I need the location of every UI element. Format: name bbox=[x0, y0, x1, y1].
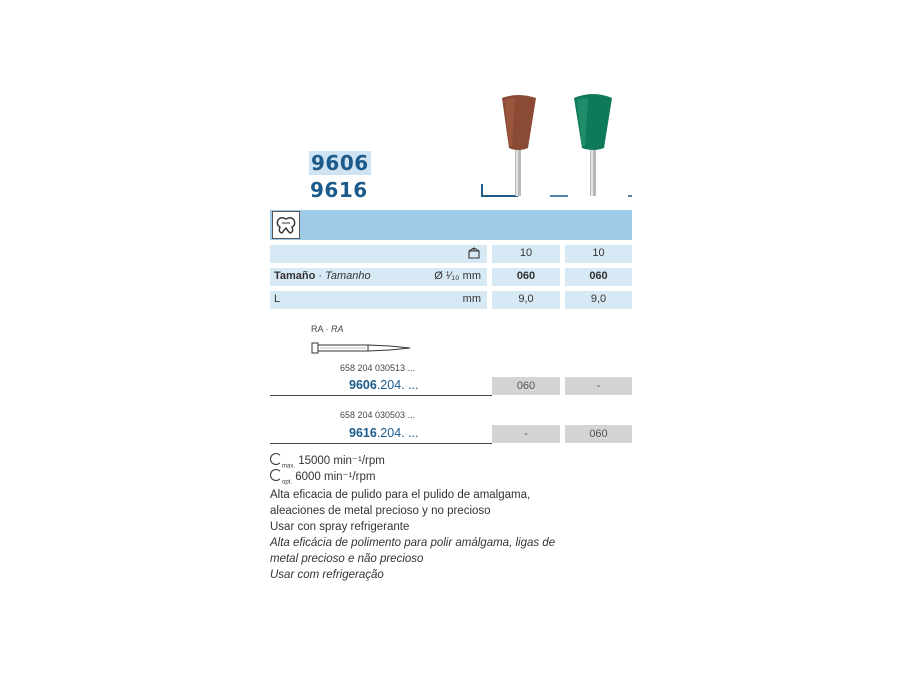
size-unit: Ø ¹⁄₁₀ mm bbox=[434, 270, 481, 282]
package-row-label bbox=[270, 245, 487, 263]
size-9606: 060 bbox=[492, 268, 560, 286]
description-es-3: Usar con spray refrigerante bbox=[270, 521, 410, 533]
rotation-icon bbox=[270, 453, 282, 465]
size-label-separator: · bbox=[315, 270, 326, 282]
length-9606: 9,0 bbox=[492, 291, 560, 309]
order-9616-col2: 060 bbox=[565, 425, 632, 443]
length-label: L bbox=[274, 293, 281, 305]
ref-number-9606: 658 204 030513 ... bbox=[340, 363, 416, 373]
order-code-9606: 9606.204. ... bbox=[349, 378, 419, 392]
description-es-1: Alta eficacia de pulido para el pulido de amalgama, bbox=[270, 489, 531, 501]
length-unit: mm bbox=[462, 293, 481, 305]
description-pt-1: Alta eficácia de polimento para polir amálgama, ligas de bbox=[270, 537, 556, 549]
brown-polisher-image bbox=[502, 95, 536, 196]
length-9616: 9,0 bbox=[565, 291, 632, 309]
rpm-max-line: $_{max.}$ 15000 min⁻¹/rpm bbox=[270, 453, 385, 474]
description-pt-3: Usar com refrigeração bbox=[270, 569, 384, 581]
product-code-9616: 9616 bbox=[310, 178, 368, 202]
description-es-2: aleaciones de metal precioso y no precioso bbox=[270, 505, 491, 517]
order-9606-col2: - bbox=[565, 377, 632, 395]
product-images bbox=[478, 88, 638, 200]
application-band bbox=[270, 210, 632, 240]
order-9606-col1: 060 bbox=[492, 377, 560, 395]
order-rule-1 bbox=[270, 395, 492, 396]
package-icon bbox=[467, 247, 481, 263]
size-9616: 060 bbox=[565, 268, 632, 286]
size-label: Tamaño bbox=[274, 270, 316, 282]
ra-shank-image bbox=[310, 338, 420, 358]
length-row-label bbox=[270, 291, 487, 309]
order-9616-col1: - bbox=[492, 425, 560, 443]
green-polisher-image bbox=[574, 94, 612, 196]
tooth-icon bbox=[272, 211, 300, 239]
size-row-label bbox=[270, 268, 487, 286]
ref-number-9616: 658 204 030503 ... bbox=[340, 410, 416, 420]
order-rule-2 bbox=[270, 443, 492, 444]
rotation-icon bbox=[270, 469, 282, 481]
rpm-opt-line: $_{opt.}$ 6000 min⁻¹/rpm bbox=[270, 469, 375, 490]
package-qty-9606: 10 bbox=[492, 245, 560, 263]
package-qty-9616: 10 bbox=[565, 245, 632, 263]
description-pt-2: metal precioso e não precioso bbox=[270, 553, 424, 565]
shank-label: RA · RA bbox=[311, 324, 344, 334]
product-code-9606: 9606 bbox=[311, 151, 369, 175]
order-code-9616: 9616.204. ... bbox=[349, 426, 419, 440]
size-label-pt: Tamanho bbox=[325, 270, 371, 282]
